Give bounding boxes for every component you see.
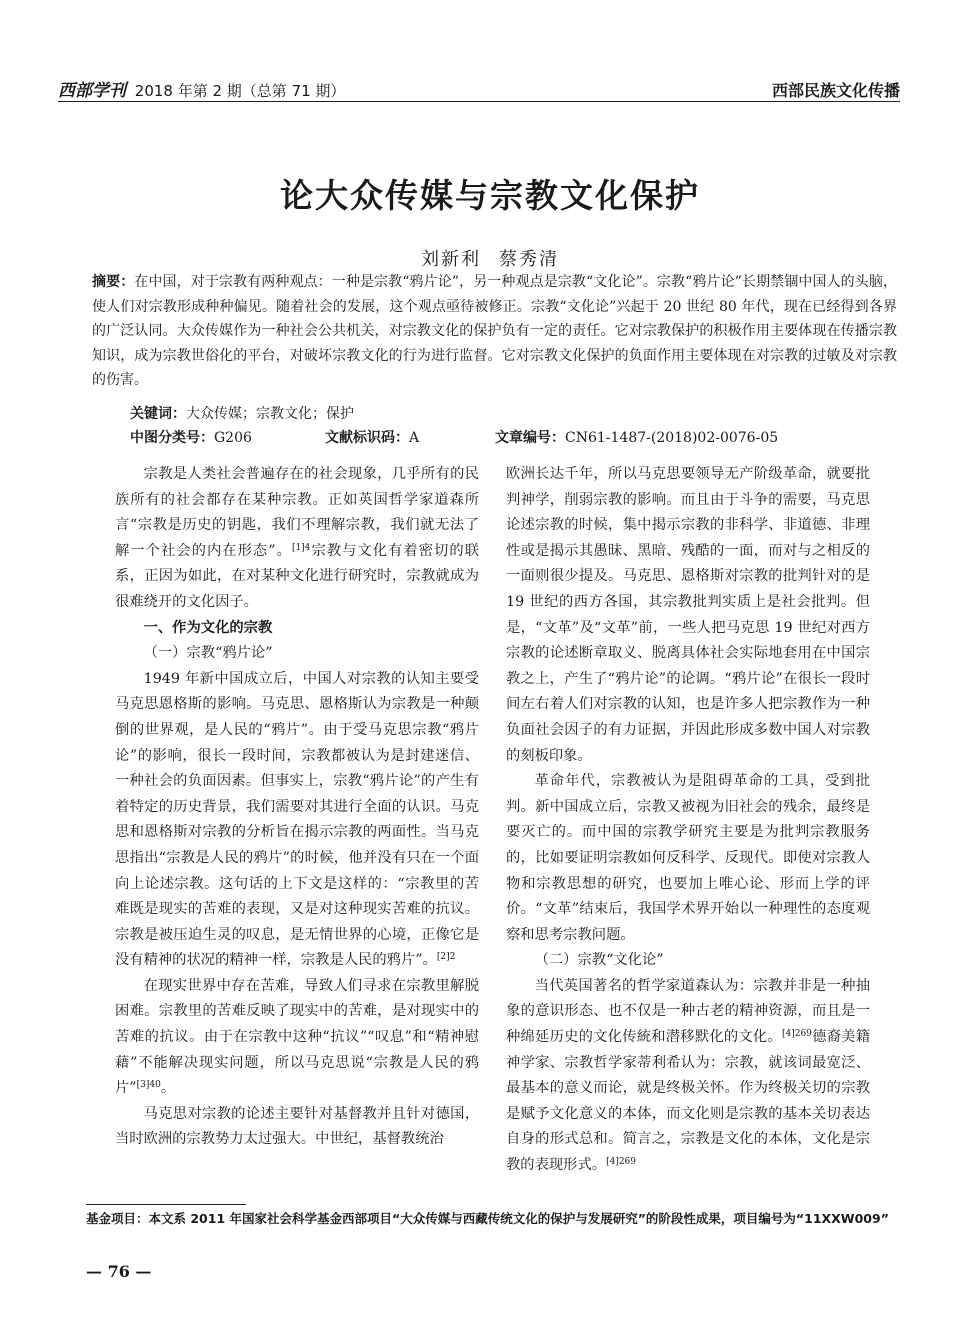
body-column-right [506,462,870,1179]
article-number-label: 文章编号： [495,430,565,446]
issue-info: 2018 年第 2 期（总第 71 期） [134,82,346,100]
citation: [3]40 [136,1080,161,1091]
clc-value: G206 [214,430,252,446]
paragraph: 1949 年新中国成立后，中国人对宗教的认知主要受马克思恩格斯的影响。马克思、恩格斯认为宗教是一种颠倒的世界观，是人民的“鸦片”。由于受马克思宗教“鸦片论”的影响，很长一段时间，宗教都被认为是封建迷信、一种社会的负面因素。但事实上，宗教“鸦片论”的产生有着特定的历史背景，我们需要对其进行全面的认识。马克思和恩格斯对宗教的分析旨在揭示宗教的两面性。当马克思指出“宗教是人民的鸦片”的时候，他并没有只在一个面向上论述宗教。这句话的上下文是这样的：“宗教里的苦难既是现实的苦难的表现，又是对这种现实苦难的抗议。宗教是被压迫生灵的叹息，是无情世界的心境，正像它是没有精神的状况的精神一样，宗教是人民的鸦片”。$^{[2]2}$ [115,670,479,969]
article-title: 论大众传媒与宗教文化保护 [280,176,700,215]
clc-label: 中图分类号： [130,430,214,446]
section-heading: 一、作为文化的宗教 [143,619,273,636]
citation: [4]269 [606,1157,637,1168]
author-1: 刘新利 [421,249,481,270]
citation: [2]2 [436,952,456,963]
authors [0,245,980,271]
author-2: 蔡秀清 [499,249,559,270]
article-meta [130,402,890,450]
paragraph: 当代英国著名的哲学家道森认为：宗教并非是一种抽象的意识形态、也不仅是一种古老的精神资源，而且是一种绵延历史的文化传統和潜移默化的文化。$^{[4]269}$德裔美籍神学家、宗教哲学家蒂利希认为：宗教，就该词最宽泛、最基本的意义而论，就是终极关怀。作为终极关切的宗教是赋予文化意义的本体，而文化则是宗教的基本关切表达自身的形式总和。简言之，宗教是文化的本体，文化是宗教的表现形式。$^{[4]269}$ [506,977,871,1174]
header-divider [58,101,900,102]
paragraph: 马克思对宗教的论述主要针对基督教并且针对德国，当时欧洲的宗教势力太过强大。中世纪，基督教统治 [115,1105,479,1148]
article-number-value: CN61-1487-(2018)02-0076-05 [565,430,779,446]
journal-brand: 西部学刊 [58,81,126,101]
footnote-divider [86,1204,246,1205]
section-name: 西部民族文化传播 [771,81,900,100]
paragraph: 欧洲长达千年，所以马克思要领导无产阶级革命，就要批判神学，削弱宗教的影响。而且由于斗争的需要，马克思论述宗教的时候，集中揭示宗教的非科学、非道德、非理性或是揭示其愚昧、黑暗、残酷的一面，而对与之相反的一面则很少提及。马克思、恩格斯对宗教的批判针对的是 19 世纪的西方各国，其宗教批判实质上是社会批判。但是，“文革”及“文革”前，一些人把马克思 19 世纪对西方宗教的论述断章取义、脱离具体社会实际地套用在中国宗教之上，产生了“鸦片论”的论调。“鸦片论”在很长一段时间左右着人们对宗教的认知，也是许多人把宗教作为一种负面社会因子的有力证据，并因此形成多数中国人对宗教的刻板印象。 [506,466,870,764]
keywords-label: 关键词： [130,406,186,422]
subsection-heading: （一）宗教“鸦片论” [143,645,273,662]
body-column-left [115,462,479,1153]
abstract [92,270,897,393]
journal-header [58,76,345,101]
abstract-text: 在中国，对于宗教有两种观点：一种是宗教“鸦片论”，另一种观点是宗教“文化论”。宗教“鸦片论”长期禁锢中国人的头脑，使人们对宗教形成种种偏见。随着社会的发展，这个观点亟待被修正。宗教“文化论”兴起于 20 世纪 80 年代，现在已经得到各界的广泛认同。大众传媒作为一种社会公共机关，对宗教文化的保护负有一定的责任。它对宗教保护的积极作用主要体现在传播宗教知识，成为宗教世俗化的平台，对破坏宗教文化的行为进行监督。它对宗教文化保护的负面作用主要体现在对宗教的过敏及对宗教的伤害。 [92,274,897,388]
paragraph: 革命年代，宗教被认为是阻碍革命的工具，受到批判。新中国成立后，宗教又被视为旧社会的残余，最终是要灭亡的。而中国的宗教学研究主要是为批判宗教服务的，比如要证明宗教如何反科学、反现代。即使对宗教人物和宗教思想的研究，也要加上唯心论、形而上学的评价。“文革”结束后，我国学术界开始以一种理性的态度观察和思考宗教问题。 [506,773,870,943]
paragraph: 宗教是人类社会普遍存在的社会现象，几乎所有的民族所有的社会都存在某种宗教。正如英国哲学家道森所言“宗教是历史的钥匙，我们不理解宗教，我们就无法了解一个社会的内在形态”。$^{[1]4}$宗教与文化有着密切的联系，正因为如此，在对某种文化进行研究时，宗教就成为很难绕开的文化因子。 [115,466,480,610]
doc-code-value: A [409,430,420,446]
citation: [1]4 [291,542,311,553]
page-number: — 76 — [86,1262,152,1281]
funding-footnote: 基金项目：本文系 2011 年国家社会科学基金西部项目“大众传媒与西藏传统文化的保护与发展研究”的阶段性成果，项目编号为“11XXW009” [86,1211,889,1226]
classification-row [130,426,890,450]
abstract-label: 摘要： [92,274,135,290]
keywords-row [130,402,890,426]
citation: [4]269 [781,1029,812,1040]
keywords-text: 大众传媒；宗教文化；保护 [186,406,354,422]
doc-code-label: 文献标识码： [325,430,409,446]
paragraph: 在现实世界中存在苦难，导致人们寻求在宗教里解脱困难。宗教里的苦难反映了现实中的苦难，是对现实中的苦难的抗议。由于在宗教中这种“抗议”“叹息”和“精神慰藉”不能解决现实问题，所以马克思说“宗教是人民的鸦片”$^{[3]40}$。 [115,977,479,1097]
subsection-heading: （二）宗教“文化论” [534,952,664,969]
